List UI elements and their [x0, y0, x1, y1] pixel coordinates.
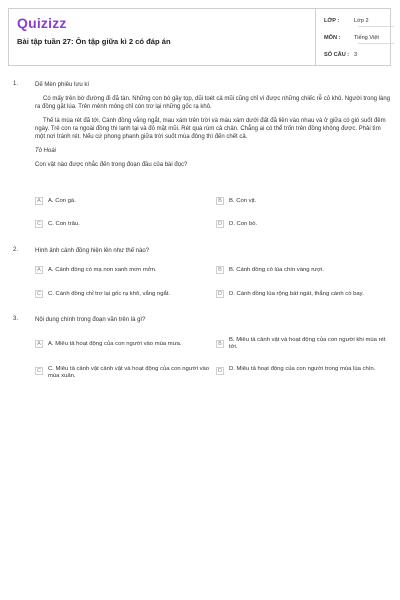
option-text: B. Miêu tả cảnh vật và hoạt động của con người khi mùa rét tới.: [229, 336, 386, 350]
reading-paragraph: Thế là mùa rét đã tới. Cánh đồng vắng ngắt, mau xám trên trời và màu xám dưới đất đã liền vào nhau và ở giữa có gió suốt đêm ngày. Trẻ con ra ngoài đồng thì lạnh tại và đỏ mặt mũi. Rét quá rúm cả chân. Chẳng ai có thể trốn trên đồng không được. Phải tìm một nơi tránh rét. Nếu cứ phong phanh giữa trời suốt mùa đông thì đến chết cả.: [35, 118, 386, 140]
option-letter-box: C: [35, 220, 43, 228]
worksheet-title: Bài tập tuần 27: Ôn tập giữa kì 2 có đáp án: [17, 37, 171, 46]
option-text: A. Cánh đồng có mạ non xanh mơn mởn.: [48, 266, 157, 273]
question-2: [13, 247, 391, 259]
option-b[interactable]: [216, 266, 391, 276]
option-text: D. Miêu tả hoạt động của con người trong mùa lúa chín.: [229, 365, 376, 372]
option-text: C. Cánh đồng chỉ trơ lại gốc rạ khô, vắng ngắt.: [48, 290, 171, 297]
option-d[interactable]: [216, 365, 392, 381]
option-d[interactable]: [216, 220, 386, 230]
option-c[interactable]: [35, 365, 210, 381]
option-a[interactable]: [35, 340, 210, 356]
option-d[interactable]: [216, 290, 396, 300]
option-letter-box: D: [216, 290, 224, 298]
question-body: [35, 81, 391, 175]
meta-count-label: SỐ CÂU :: [324, 52, 350, 58]
question-number: 3.: [13, 316, 19, 322]
option-letter-box: D: [216, 367, 224, 375]
meta-class-label: LỚP :: [324, 18, 340, 24]
option-letter-box: C: [35, 367, 43, 375]
option-a[interactable]: [35, 197, 205, 207]
question-prompt: Nội dung chính trong đoạn văn trên là gì?: [35, 317, 146, 323]
meta-class: [324, 18, 394, 24]
option-text: C. Con trâu.: [48, 220, 80, 227]
option-letter-box: A: [35, 266, 43, 274]
question-prompt: Hình ảnh cánh đồng hiện lên như thế nào?: [35, 248, 150, 254]
worksheet-header: [8, 8, 391, 66]
question-body: [35, 316, 391, 330]
option-text: A. Miêu tả hoạt động của con người vào mùa mưa.: [48, 340, 182, 347]
question-body: [35, 247, 391, 261]
meta-count-value: 3: [354, 52, 358, 58]
option-letter-box: B: [216, 340, 224, 348]
option-c[interactable]: [35, 220, 205, 230]
option-letter-box: D: [216, 220, 224, 228]
option-letter-box: B: [216, 197, 224, 205]
question-number: 2.: [13, 247, 19, 253]
option-text: B. Cánh đồng có lúa chín vàng rượi.: [229, 266, 324, 273]
question-1: [13, 81, 391, 233]
reading-heading: Dế Mèn phiêu lưu kí: [35, 82, 90, 88]
meta-divider: [358, 43, 394, 44]
worksheet-meta: [315, 9, 392, 65]
option-letter-box: A: [35, 197, 43, 205]
option-letter-box: B: [216, 266, 224, 274]
option-text: C. Miêu tả cảnh vật cảnh vật và hoạt động của con người vào mùa xuân.: [48, 365, 210, 379]
option-b[interactable]: [216, 336, 392, 352]
option-letter-box: C: [35, 290, 43, 298]
reading-author: Tô Hoài: [35, 148, 57, 154]
option-b[interactable]: [216, 197, 386, 207]
meta-subject: [324, 35, 394, 41]
option-text: B. Con vịt.: [229, 197, 257, 204]
option-letter-box: A: [35, 340, 43, 348]
meta-class-value: Lớp 2: [354, 18, 369, 24]
quizizz-logo: Quizizz: [17, 15, 67, 31]
meta-count: [324, 52, 394, 58]
meta-divider: [358, 26, 394, 27]
meta-subject-label: MÔN :: [324, 35, 341, 41]
question-number: 1.: [13, 81, 19, 87]
meta-subject-value: Tiếng Việt: [354, 35, 379, 41]
option-text: A. Con gà.: [48, 197, 76, 204]
option-text: D. Con bò.: [229, 220, 258, 227]
question-3: [13, 316, 391, 328]
question-prompt: Con vật nào được nhắc đến trong đoạn đầu của bài đọc?: [35, 162, 188, 168]
option-c[interactable]: [35, 290, 210, 300]
option-text: D. Cánh đồng lúa rộng bát ngát, thẳng cánh cò bay.: [229, 290, 364, 297]
reading-paragraph: Có mấy trên bờ đường đi đã tàn. Những con bò gầy tọp, dũi toét cả mũi cũng chỉ vì được những chiếc rễ cỏ khô. Người trong làng ra đồng gặt lúa. Trên mênh mông chỉ còn trơ lại những gốc rạ khô.: [35, 96, 391, 110]
option-a[interactable]: [35, 266, 210, 276]
